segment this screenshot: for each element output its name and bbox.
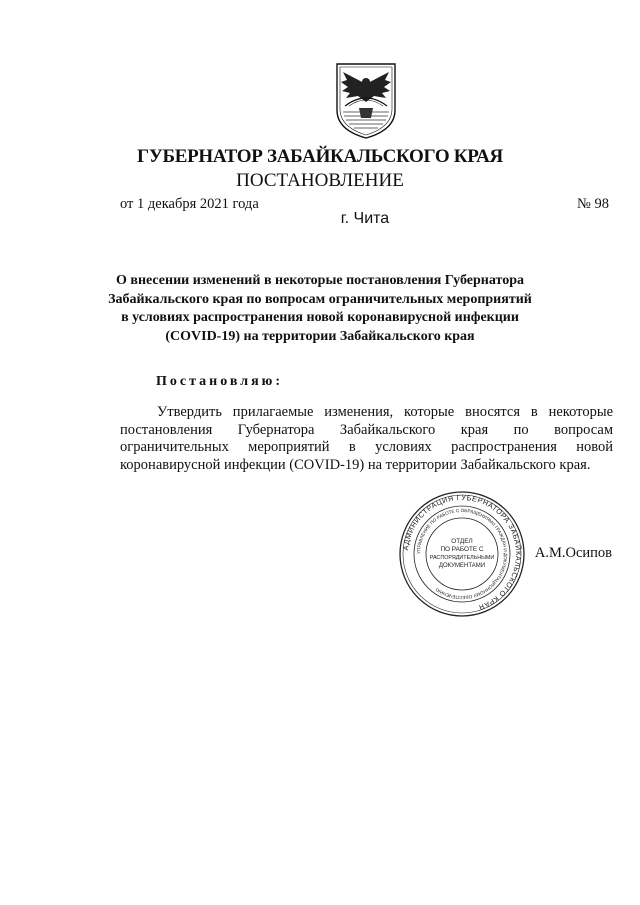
subject-line: Забайкальского края по вопросам ограничительных мероприятий (108, 291, 532, 307)
subject-line: в условиях распространения новой коронавирусной инфекции (121, 310, 519, 325)
document-type: ПОСТАНОВЛЕНИЕ (236, 170, 404, 191)
stamp-inner-ring: УПРАВЛЕНИЕ ПО РАБОТЕ С ОБРАЩЕНИЯМИ ГРАЖДАН И ДОКУМЕНТАЦИОННОМУ ОБЕСПЕЧЕНИЮ (415, 507, 509, 601)
stamp-line: РАСПОРЯДИТЕЛЬНЫМИ (429, 555, 495, 561)
document-number: № 98 (577, 196, 609, 212)
stamp-line: ОТДЕЛ (451, 538, 473, 545)
svg-text:УПРАВЛЕНИЕ ПО РАБОТЕ С ОБРАЩЕН (416, 508, 508, 600)
organization-title: ГУБЕРНАТОР ЗАБАЙКАЛЬСКОГО КРАЯ (137, 146, 503, 167)
document-date: от 1 декабря 2021 года (120, 196, 259, 212)
coat-of-arms-icon (331, 60, 401, 140)
subject-line: (COVID-19) на территории Забайкальского края (165, 328, 475, 344)
stamp-outer-ring: АДМИНИСТРАЦИЯ ГУБЕРНАТОРА ЗАБАЙКАЛЬСКОГО КРАЯ (401, 492, 524, 613)
decree-word: Постановляю: (156, 374, 284, 389)
stamp-line: ПО РАБОТЕ С (440, 546, 484, 553)
official-stamp (398, 490, 526, 618)
document-subject (100, 272, 540, 346)
document-city: г. Чита (340, 210, 390, 227)
subject-line: О внесении изменений в некоторые постановления Губернатора (116, 273, 524, 288)
body-paragraph: Утвердить прилагаемые изменения, которые вносятся в некоторые постановления Губернатора Забайкальского края по вопросам ограничительных мероприятий в условиях распространения новой коронавирусной инфекции (COVID-19) на территории Забайкальского края. (120, 404, 613, 473)
stamp-line: ДОКУМЕНТАМИ (438, 563, 486, 569)
signatory-name: А.М.Осипов (534, 545, 612, 561)
